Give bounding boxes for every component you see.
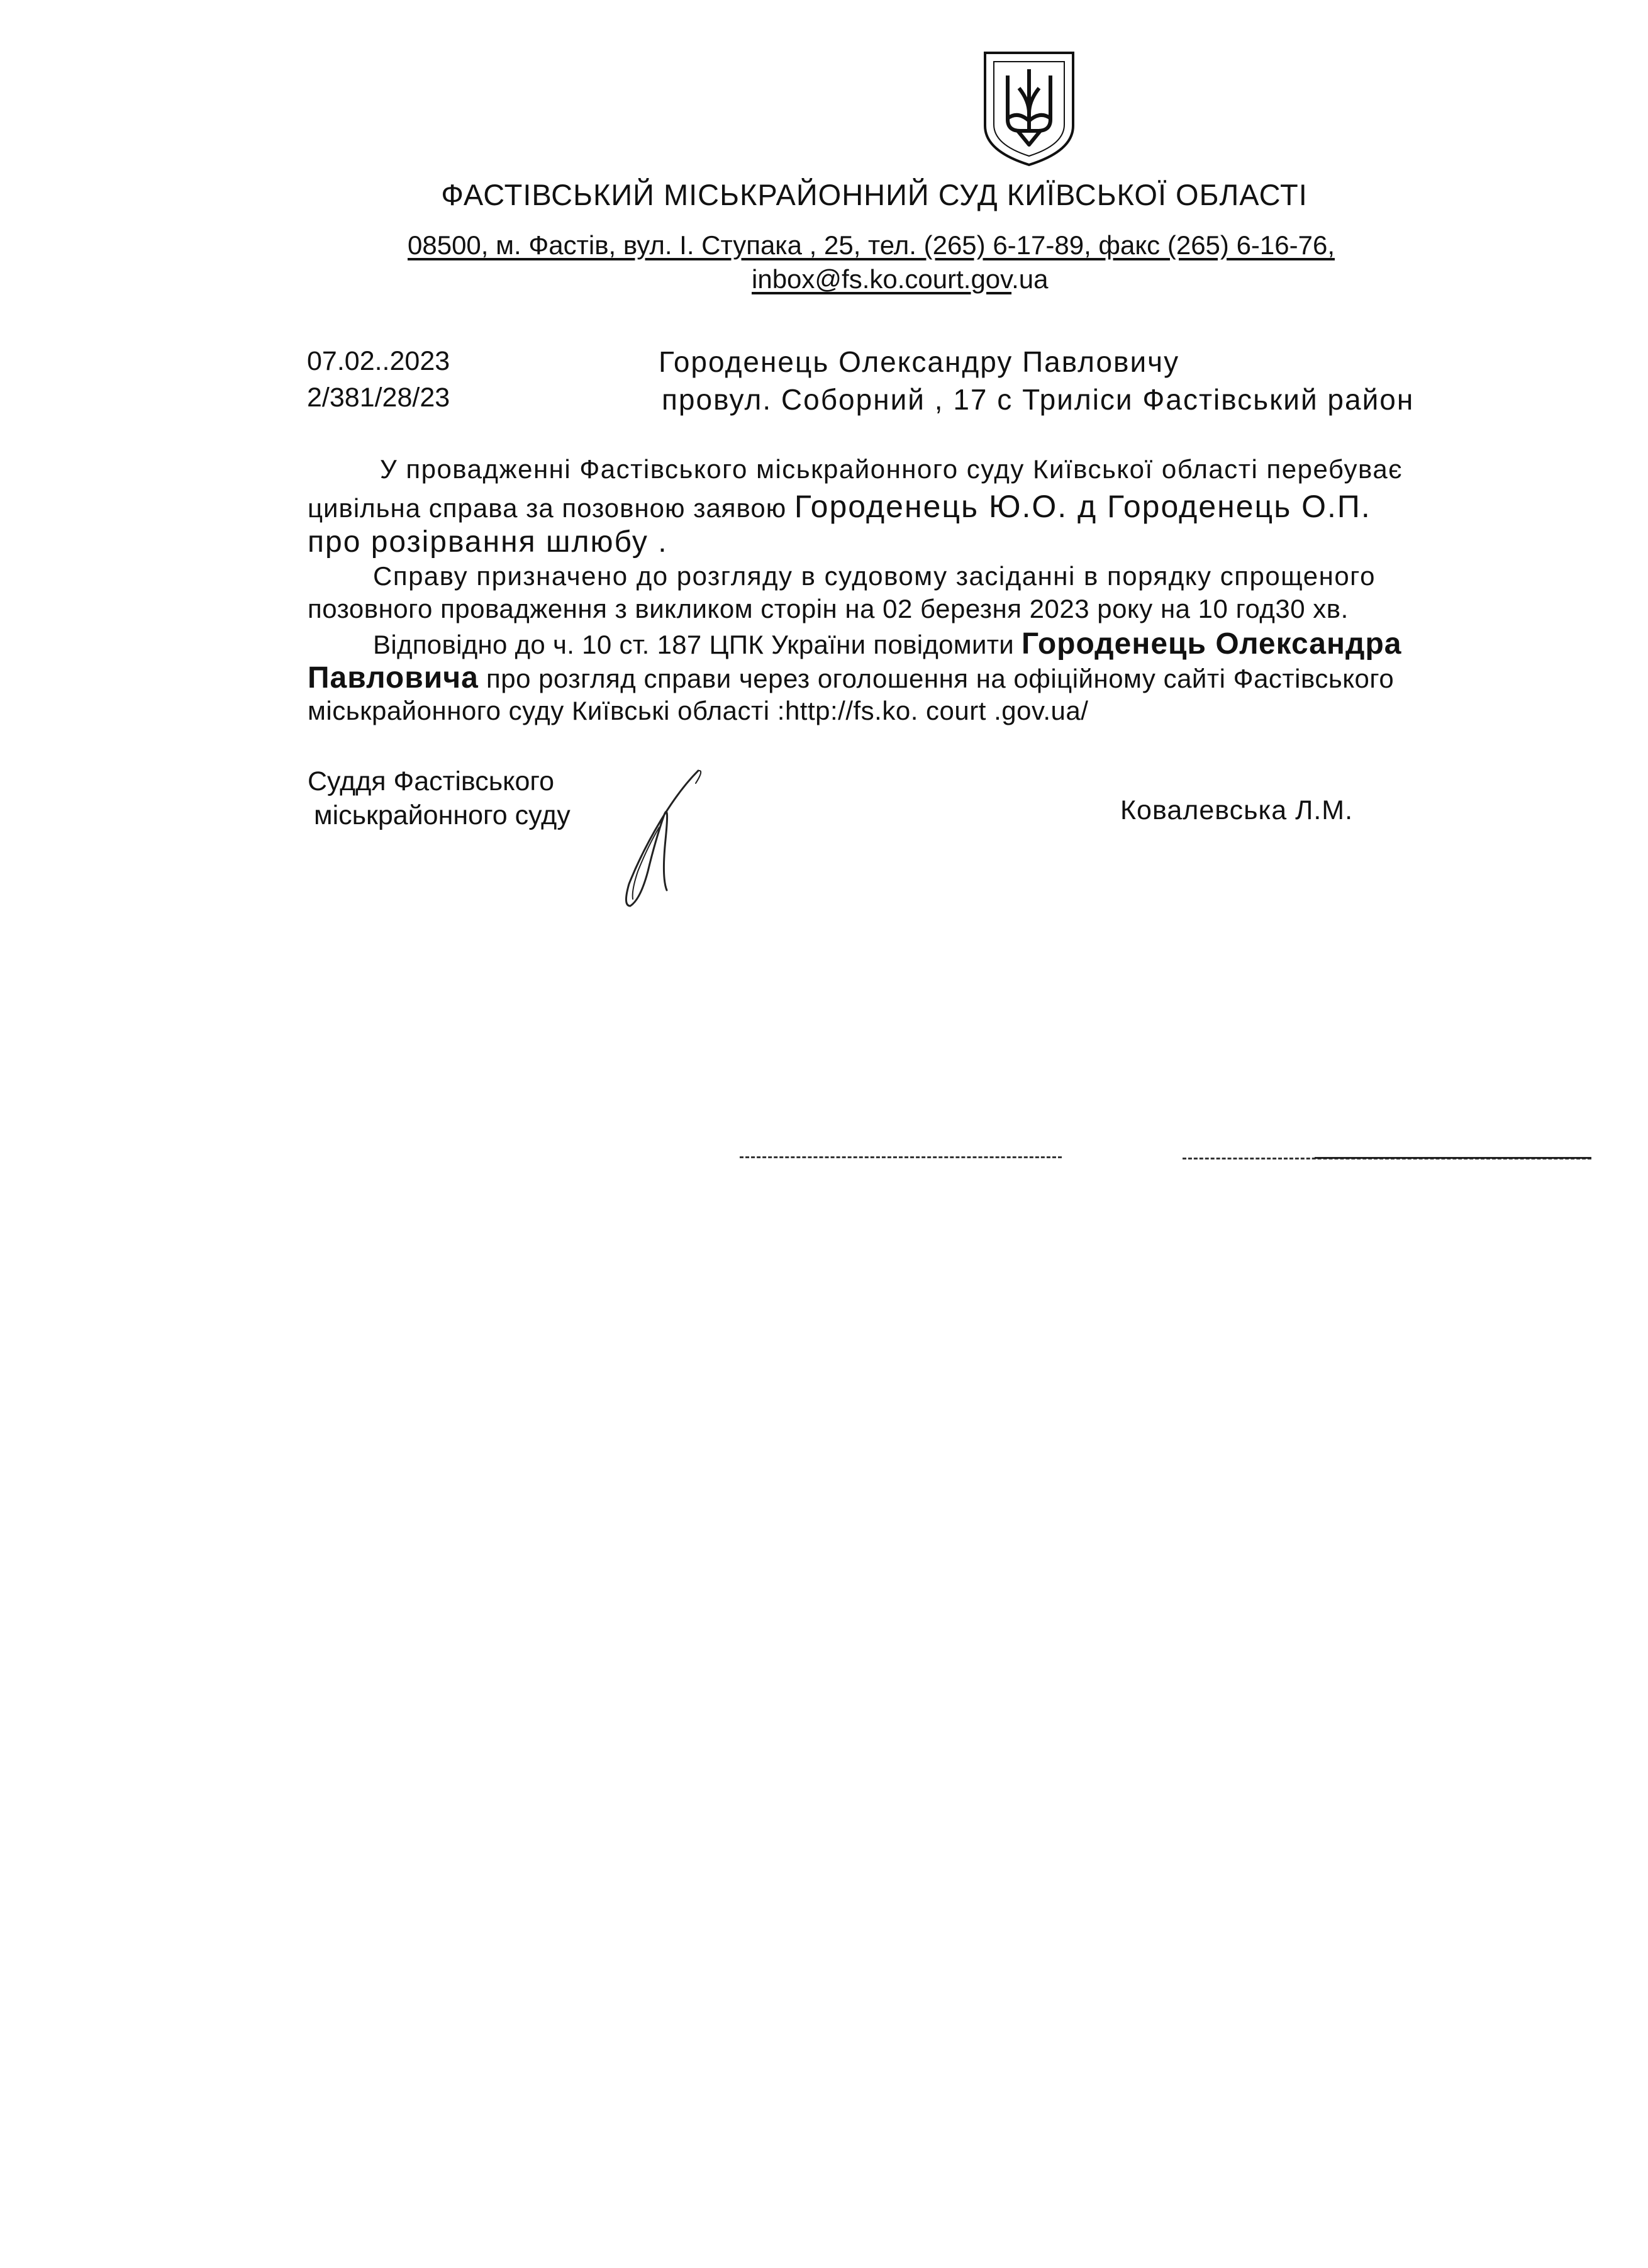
body-paragraph-1-line-1: У провадженні Фастівського міськрайонного суду Київської області перебуває xyxy=(380,454,1403,484)
body-paragraph-1-line-3: про розірвання шлюбу . xyxy=(308,525,668,559)
email-tld: .ua xyxy=(1011,264,1049,294)
email-link[interactable]: inbox@fs.ko.court.gov xyxy=(752,264,1012,294)
legal-basis-text: Відповідно до ч. 10 ст. 187 ЦПК України повідомити xyxy=(373,630,1022,659)
court-email xyxy=(752,264,1048,294)
handwritten-signature xyxy=(604,764,711,915)
judge-name: Ковалевська Л.М. xyxy=(1120,795,1354,825)
divider-line xyxy=(740,1156,1062,1158)
notice-text: про розгляд справи через оголошення на офіційному сайті Фастівського xyxy=(478,664,1395,693)
signer-title-line-2: міськрайонного суду xyxy=(314,800,571,830)
trident-coat-of-arms-icon xyxy=(983,50,1076,167)
body-paragraph-3-line-2 xyxy=(308,661,1394,695)
defendant-name-bold: Городенець Олександра xyxy=(1022,627,1402,661)
body-paragraph-3-line-3: міськрайонного суду Київські області :http://fs.ko. court .gov.ua/ xyxy=(308,696,1089,725)
body-paragraph-2-line-2: позовного провадження з викликом сторін на 02 березня 2023 року на 10 год30 хв. xyxy=(308,594,1349,623)
recipient-name: Городенець Олександру Павловичу xyxy=(659,345,1180,378)
signer-title-line-1: Суддя Фастівського xyxy=(308,766,555,796)
parties-text: Городенець Ю.О. д Городенець О.П. xyxy=(794,489,1371,524)
court-name: ФАСТІВСЬКИЙ МІСЬКРАЙОННИЙ СУД КИЇВСЬКОЇ ОБЛАСТІ xyxy=(441,178,1308,211)
recipient-address: провул. Соборний , 17 с Триліси Фастівський район xyxy=(662,383,1415,416)
case-reference: 2/381/28/23 xyxy=(307,383,450,413)
case-type-text: цивільна справа за позовною заявою xyxy=(308,493,794,523)
court-address: 08500, м. Фастів, вул. І. Ступака , 25, тел. (265) 6-17-89, факс (265) 6-16-76, xyxy=(408,230,1335,260)
divider-line xyxy=(1315,1157,1591,1159)
defendant-patronymic-bold: Павловича xyxy=(308,661,479,695)
body-paragraph-3-line-1 xyxy=(373,627,1401,661)
document-date: 07.02..2023 xyxy=(307,346,450,376)
body-paragraph-2-line-1: Справу призначено до розгляду в судовому засіданні в порядку спрощеного xyxy=(373,561,1376,591)
body-paragraph-1-line-2 xyxy=(308,488,1371,525)
